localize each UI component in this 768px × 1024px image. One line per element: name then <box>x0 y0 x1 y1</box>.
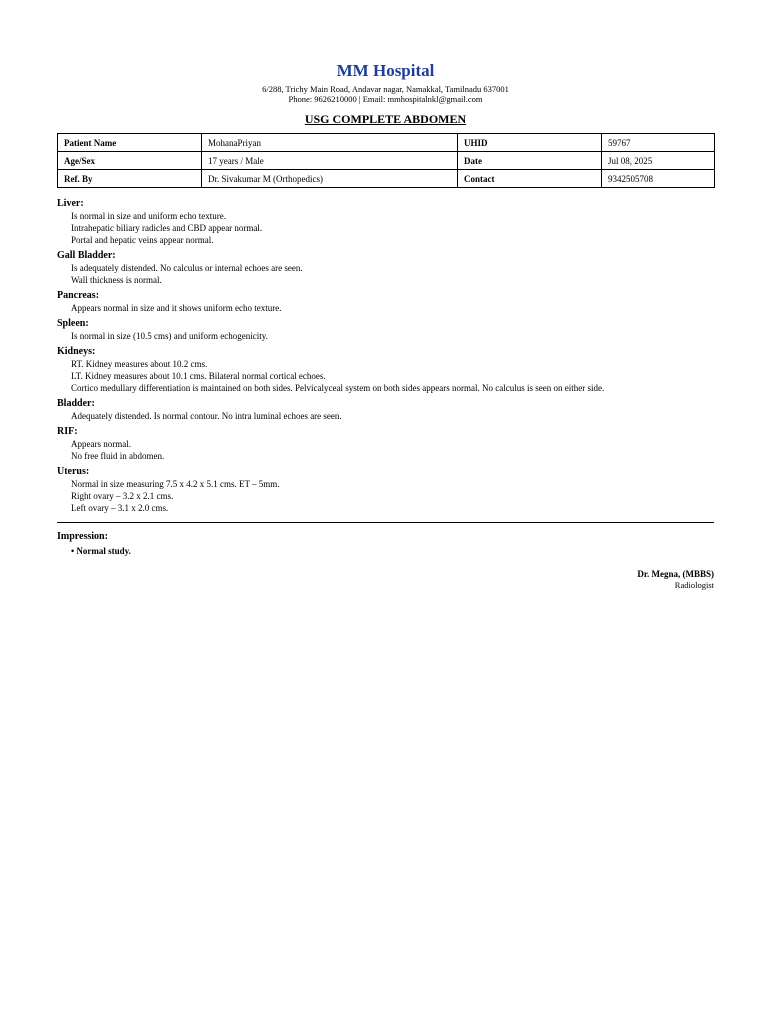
section-line: Appears normal in size and it shows uniform echo texture. <box>71 303 282 313</box>
patient-info-table <box>57 133 715 188</box>
divider <box>57 522 714 523</box>
info-value: 59767 <box>602 134 715 152</box>
section-line: LT. Kidney measures about 10.1 cms. Bilateral normal cortical echoes. <box>71 371 326 381</box>
section-line: Adequately distended. Is normal contour. No intra luminal echoes are seen. <box>71 411 342 421</box>
section-heading: Uterus: <box>57 466 90 477</box>
section-heading: Spleen: <box>57 318 89 329</box>
impression-list <box>57 545 714 558</box>
section-line: Is normal in size and uniform echo texture. <box>71 211 226 221</box>
section-line: No free fluid in abdomen. <box>71 451 165 461</box>
section-line: Right ovary – 3.2 x 2.1 cms. <box>71 491 174 501</box>
info-value: 17 years / Male <box>202 152 458 170</box>
section-line: Normal in size measuring 7.5 x 4.2 x 5.1 cms. ET – 5mm. <box>71 479 280 489</box>
section-line: Left ovary – 3.1 x 2.0 cms. <box>71 503 169 513</box>
hospital-name: MM Hospital <box>336 61 435 80</box>
section-line: Appears normal. <box>71 439 131 449</box>
section-heading: Kidneys: <box>57 346 96 357</box>
hospital-address: 6/288, Trichy Main Road, Andavar nagar, Namakkal, Tamilnadu 637001 <box>262 84 509 94</box>
report-title: USG COMPLETE ABDOMEN <box>304 112 467 126</box>
info-label: Age/Sex <box>58 152 202 170</box>
info-label: UHID <box>458 134 602 152</box>
info-label: Date <box>458 152 602 170</box>
info-label: Patient Name <box>58 134 202 152</box>
impression-item: • Normal study. <box>71 546 131 556</box>
hospital-contact: Phone: 9626210000 | Email: mmhospitalnkl@gmail.com <box>288 94 483 104</box>
doctor-role: Radiologist <box>674 580 714 590</box>
doctor-name: Dr. Megna, (MBBS) <box>637 569 714 579</box>
section-line: Is normal in size (10.5 cms) and uniform echogenicity. <box>71 331 268 341</box>
info-value: MohanaPriyan <box>202 134 458 152</box>
signature-block <box>57 568 714 591</box>
patient-info-row <box>58 152 715 170</box>
section-heading: Pancreas: <box>57 290 100 301</box>
section-heading: Gall Bladder: <box>57 250 116 261</box>
info-label: Ref. By <box>58 170 202 188</box>
section-heading: RIF: <box>57 426 78 437</box>
section-line: Intrahepatic biliary radicles and CBD appear normal. <box>71 223 263 233</box>
section-heading: Liver: <box>57 198 84 209</box>
info-label: Contact <box>458 170 602 188</box>
patient-info-row <box>58 134 715 152</box>
impression-heading: Impression: <box>57 531 108 542</box>
section-line: Wall thickness is normal. <box>71 275 162 285</box>
report-page <box>57 58 714 591</box>
info-value: Jul 08, 2025 <box>602 152 715 170</box>
info-value: Dr. Sivakumar M (Orthopedics) <box>202 170 458 188</box>
section-heading: Bladder: <box>57 398 95 409</box>
section-line: Portal and hepatic veins appear normal. <box>71 235 214 245</box>
patient-info-row <box>58 170 715 188</box>
section-line: Cortico medullary differentiation is maintained on both sides. Pelvicalyceal system on both sides appears normal. No calculus is seen on either side. <box>71 383 605 393</box>
info-value: 9342505708 <box>602 170 715 188</box>
section-line: RT. Kidney measures about 10.2 cms. <box>71 359 208 369</box>
findings-sections <box>57 197 714 514</box>
section-line: Is adequately distended. No calculus or internal echoes are seen. <box>71 263 303 273</box>
